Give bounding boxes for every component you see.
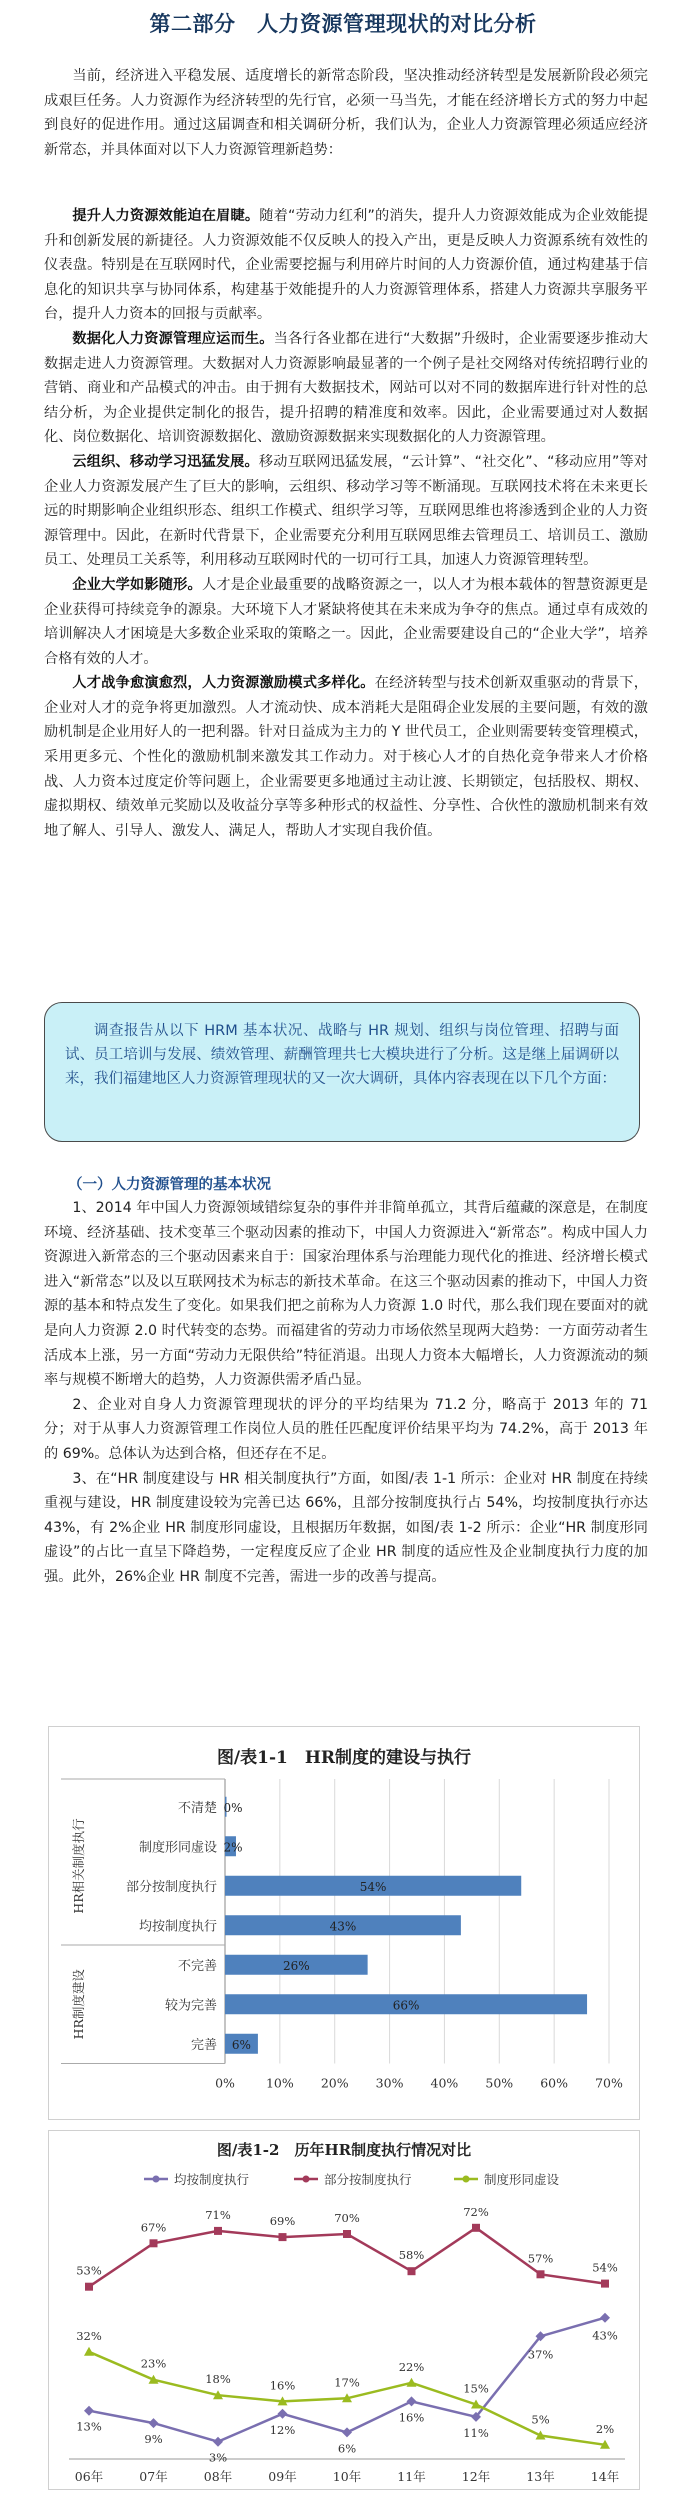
trend-heading: 提升人力资源效能迫在眉睫。 — [72, 208, 260, 224]
data-label: 70% — [334, 2211, 360, 2225]
data-label: 12% — [269, 2422, 296, 2437]
trend-heading: 云组织、移动学习迅猛发展。 — [72, 453, 259, 470]
data-label: 54% — [592, 2260, 618, 2275]
data-label: 17% — [334, 2375, 360, 2390]
data-label: 18% — [205, 2372, 231, 2387]
intro-section — [44, 64, 648, 162]
trend-heading: 企业大学如影随形。 — [72, 576, 202, 593]
x-tick-label: 10% — [265, 2075, 294, 2091]
trend-paragraph — [44, 671, 648, 843]
data-label: 6% — [337, 2441, 357, 2456]
x-tick-label: 50% — [485, 2075, 514, 2091]
callout-box: 调查报告从以下 HRM 基本状况、战略与 HR 规划、组织与岗位管理、招聘与面试、员工培训与发展、绩效管理、薪酬管理共七大模块进行了分析。这是继上届调研以来，我们福建地区人力资源管理现状的又一次大调研，具体内容表现在以下几个方面： — [44, 1002, 640, 1142]
data-label: 37% — [527, 2347, 554, 2362]
data-label: 57% — [527, 2251, 554, 2266]
data-label: 13% — [76, 2419, 102, 2434]
section-subheading: （一）人力资源管理的基本状况 — [68, 1177, 271, 1193]
x-tick-label: 11年 — [397, 2469, 426, 2484]
data-label: 53% — [76, 2263, 102, 2278]
trend-paragraph — [44, 204, 648, 327]
line-chart-svg — [49, 2131, 639, 2489]
chart-title: 图/表1-1 HR制度的建设与执行 — [216, 1748, 472, 1768]
data-label: 72% — [463, 2204, 489, 2219]
x-tick-label: 30% — [375, 2075, 404, 2091]
chart-title: 图/表1-2 历年HR制度执行情况对比 — [216, 2141, 472, 2159]
data-label: 15% — [463, 2381, 489, 2396]
x-tick-label: 09年 — [268, 2469, 297, 2484]
trend-paragraph — [44, 327, 648, 450]
data-point — [213, 2437, 223, 2447]
status-section — [44, 1196, 648, 1590]
trends-section — [44, 204, 648, 843]
category-label: 均按制度执行 — [138, 1919, 217, 1935]
data-label: 32% — [76, 2328, 102, 2343]
data-label: 16% — [398, 2410, 425, 2425]
legend-label: 制度形同虚设 — [484, 2172, 560, 2187]
status-paragraph: 2、企业对自身人力资源管理现状的评分的平均结果为 71.2 分，略高于 2013 年的 71 分；对于从事人力资源管理工作岗位人员的胜任匹配度评价结果平均为 74.2%，高于 2013 年的 69%。总体认为达到合格，但还存在不足。 — [44, 1396, 648, 1462]
legend-marker — [463, 2176, 470, 2183]
trend-heading: 数据化人力资源管理应运而生。 — [72, 330, 274, 347]
x-tick-label: 07年 — [139, 2469, 168, 2484]
x-tick-label: 60% — [540, 2075, 569, 2091]
x-tick-label: 70% — [595, 2075, 623, 2091]
data-point — [150, 2239, 158, 2247]
category-label: 不完善 — [177, 1958, 217, 1974]
group-label: HR制度建设 — [71, 1969, 86, 2040]
group-label: HR相关制度执行 — [71, 1818, 86, 1914]
data-point — [214, 2227, 222, 2235]
data-point — [601, 2280, 609, 2288]
x-tick-label: 08年 — [203, 2469, 233, 2484]
data-point — [84, 2406, 94, 2416]
data-label: 11% — [463, 2425, 489, 2440]
trend-text: 人才是企业最重要的战略资源之一，以人才为根本载体的智慧资源更是企业获得可持续竞争的源泉。大环境下人才紧缺将使其在未来成为争夺的焦点。通过卓有成效的培训解决人才困境是大多数企业采取的策略之一。因此，企业需要建设自己的“企业大学”，培养合格有效的人才。 — [44, 576, 648, 667]
data-label: 0% — [223, 1800, 243, 1815]
data-label: 67% — [140, 2220, 167, 2235]
data-point — [472, 2224, 480, 2232]
data-point — [537, 2270, 545, 2278]
legend-marker — [153, 2176, 160, 2183]
bar-chart-svg — [49, 1727, 639, 2119]
trend-text: 当各行各业都在进行“大数据”升级时，企业需要逐步推动大数据走进人力资源管理。大数据对人力资源影响最显著的一个例子是社交网络对传统招聘行业的营销、商业和产品模式的冲击。由于拥有大数据技术，网站可以对不同的数据库进行针对性的总结分析，为企业提供定制化的报告，提升招聘的精准度和效率。因此，企业需要通过对人数据化、岗位数据化、培训资源数据化、激励资源数据来实现数据化的人力资源管理。 — [44, 330, 648, 446]
category-label: 完善 — [190, 2037, 217, 2053]
status-paragraph: 3、在“HR 制度建设与 HR 相关制度执行”方面，如图/表 1-1 所示：企业对 HR 制度在持续重视与建设，HR 制度建设较为完善已达 66%，且部分按制度执行占 54%，均按制度执行亦达 43%，有 2%企业 HR 制度形同虚设，且根据历年数据，如图/表 1-2 所示：企业“HR 制度形同虚设”的占比一直呈下降趋势，一定程度反应了企业 HR 制度的适应性及企业制度执行力度的加强。此外，26%企业 HR 制度不完善，需进一步的改善与提高。 — [44, 1470, 648, 1585]
legend-label: 均按制度执行 — [174, 2172, 250, 2187]
data-label: 2% — [223, 1840, 243, 1855]
trend-paragraph — [44, 573, 648, 671]
data-label: 43% — [592, 2328, 618, 2343]
x-tick-label: 10年 — [332, 2469, 362, 2484]
data-label: 54% — [359, 1879, 387, 1894]
data-point — [408, 2267, 416, 2275]
category-label: 部分按制度执行 — [125, 1879, 217, 1895]
data-label: 9% — [144, 2432, 163, 2447]
x-tick-label: 06年 — [74, 2469, 104, 2484]
legend-marker — [303, 2176, 310, 2183]
status-paragraph: 1、2014 年中国人力资源领域错综复杂的事件并非简单孤立，其背后蕴藏的深意是，在制度环境、经济基础、技术变革三个驱动因素的推动下，中国人力资源进入“新常态”。构成中国人力资源进入新常态的三个驱动因素来自于：国家治理体系与治理能力现代化的推进、经济增长模式进入“新常态”以及以互联网技术为标志的新技术革命。在这三个驱动因素的推动下，中国人力资源的基本和特点发生了变化。如果我们把之前称为人力资源 1.0 时代，那么我们现在要面对的就是向人力资源 2.0 时代转变的态势。而福建省的劳动力市场依然呈现两大趋势：一方面劳动者生活成本上涨，另一方面“劳动力无限供给”特征消退。出现人力资本大幅增长，人力资源流动的频率与规模不断增大的趋势，人力资源供需矛盾凸显。 — [44, 1200, 648, 1389]
x-tick-label: 20% — [320, 2075, 349, 2091]
data-point — [279, 2233, 287, 2241]
legend-label: 部分按制度执行 — [324, 2172, 412, 2187]
data-label: 6% — [231, 2037, 251, 2052]
data-point — [278, 2409, 288, 2419]
category-label: 不清楚 — [177, 1800, 217, 1816]
page-title: 第二部分 人力资源管理现状的对比分析 — [149, 12, 537, 36]
trend-paragraph — [44, 450, 648, 573]
data-point — [84, 2347, 94, 2356]
trend-text: 随着“劳动力红利”的消失，提升人力资源效能成为企业效能提升和创新发展的新捷径。人力资源效能不仅反映人的投入产出，更是反映人力资源系统有效性的仪表盘。特别是在互联网时代，企业需要挖掘与利用碎片时间的人力资源价值，通过构建基于信息化的知识共享与协同体系，构建基于效能提升的人力资源管理体系，搭建人力资源共享服务平台，提升人力资本的回报与贡献率。 — [44, 208, 648, 323]
data-point — [407, 2396, 417, 2406]
data-label: 66% — [392, 1998, 420, 2013]
trend-text: 移动互联网迅猛发展，“云计算”、“社交化”、“移动应用”等对企业人力资源发展产生了巨大的影响，云组织、移动学习等不断涌现。互联网技术将在未来更长远的时期影响企业组织形态、组织工作模式、组织学习等，互联网思维也将渗透到企业的人力资源管理中。因此，在新时代背景下，企业需要充分利用互联网思维去管理员工、培训员工、激励员工、处理员工关系等，利用移动互联网时代的一切可行工具，加速人力资源管理转型。 — [44, 453, 648, 569]
category-label: 制度形同虚设 — [138, 1840, 217, 1856]
data-label: 5% — [531, 2412, 550, 2427]
x-tick-label: 12年 — [461, 2469, 491, 2484]
data-label: 2% — [595, 2421, 615, 2436]
data-label: 3% — [208, 2450, 228, 2465]
data-point — [407, 2378, 417, 2387]
x-tick-label: 14年 — [590, 2469, 620, 2484]
category-label: 较为完善 — [164, 1998, 217, 2014]
data-label: 43% — [329, 1919, 357, 1934]
data-point — [149, 2418, 159, 2428]
data-label: 22% — [398, 2359, 425, 2374]
x-tick-label: 0% — [215, 2075, 235, 2091]
x-tick-label: 40% — [430, 2075, 459, 2091]
x-tick-label: 13年 — [526, 2469, 555, 2484]
data-label: 71% — [205, 2207, 231, 2222]
data-label: 58% — [398, 2248, 425, 2263]
data-label: 16% — [269, 2378, 296, 2393]
trend-text: 在经济转型与技术创新双重驱动的背景下，企业对人才的竞争将更加激烈。人才流动快、成本消耗大是阻碍企业发展的主要问题，有效的激励机制是企业用好人的一把利器。针对日益成为主力的 Y 世代员工，企业则需要转变管理模式，采用更多元、个性化的激励机制来激发其工作动力。对于核心人才的自热化竞争带来人才价格战、人力资本过度定价等问题上，企业需要更多地通过主动让渡、长期锁定，包括股权、期权、虚拟期权、绩效单元奖励以及收益分享等多种形式的权益性、分享性、合伙性的激励机制来有效地了解人、引导人、激发人、满足人，帮助人才实现自我价值。 — [44, 675, 648, 839]
data-point — [342, 2427, 352, 2437]
data-label: 26% — [282, 1958, 310, 1973]
chart-1-1 — [48, 1726, 640, 2120]
chart-1-2 — [48, 2130, 640, 2490]
data-point — [600, 2313, 610, 2323]
data-point — [343, 2230, 351, 2238]
trend-heading: 人才战争愈演愈烈，人力资源激励模式多样化。 — [72, 675, 375, 692]
data-point — [85, 2283, 93, 2291]
data-label: 23% — [140, 2356, 167, 2371]
data-label: 69% — [269, 2214, 296, 2229]
intro-paragraph: 当前，经济进入平稳发展、适度增长的新常态阶段，坚决推动经济转型是发展新阶段必须完成艰巨任务。人力资源作为经济转型的先行官，必须一马当先，才能在经济增长方式的努力中起到良好的促进作用。通过这届调查和相关调研分析，我们认为，企业人力资源管理必须适应经济新常态，并具体面对以下人力资源管理新趋势： — [44, 68, 648, 158]
